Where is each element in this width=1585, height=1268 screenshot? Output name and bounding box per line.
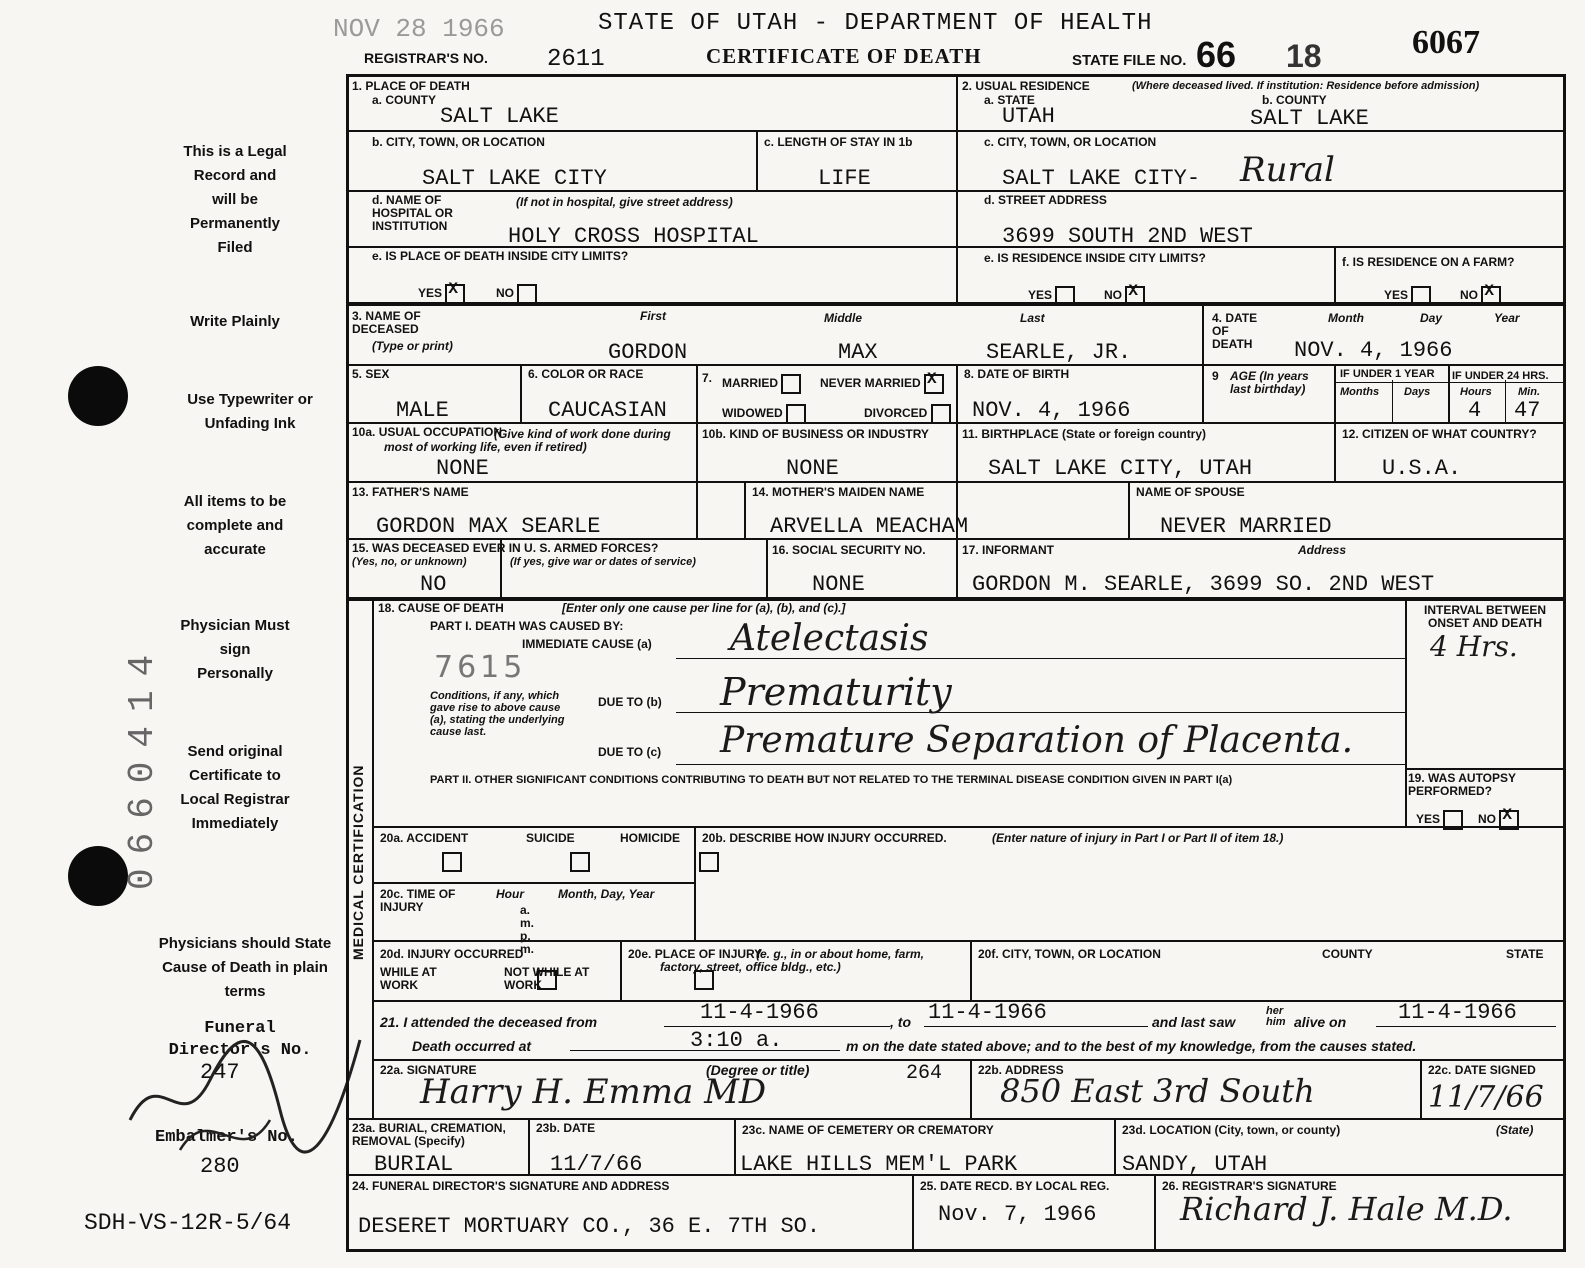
legal-record-note: This is a Legal Record and will be Permanently Filed [183, 143, 287, 256]
yes-label: YES [1028, 286, 1075, 306]
citizen-label: 12. CITIZEN OF WHAT COUNTRY? [1342, 427, 1537, 441]
date-received-label: 25. DATE RECD. BY LOCAL REG. [920, 1179, 1110, 1193]
physician-signature: Harry H. Emma MD [420, 1072, 767, 1112]
spouse-name: NEVER MARRIED [1160, 514, 1332, 539]
no-label: NO X [1478, 810, 1519, 830]
hospital-label: d. NAME OF HOSPITAL OR INSTITUTION [372, 193, 453, 233]
typewriter-note: Use Typewriter or Unfading Ink [187, 391, 313, 432]
cause-hint: [Enter only one cause per line for (a), (b), and (c).] [562, 601, 846, 615]
ssn: NONE [812, 572, 865, 597]
to-label: , to [890, 1014, 911, 1030]
immediate-cause-label: IMMEDIATE CAUSE (a) [522, 637, 652, 651]
send-original-note: Send original Certificate to Local Registrar Immediately [180, 743, 290, 832]
death-city-label: b. CITY, TOWN, OR LOCATION [372, 135, 545, 149]
place-of-death-label: 1. PLACE OF DEATH [352, 79, 470, 93]
usual-residence-hint: (Where deceased lived. If institution: Residence before admission) [1132, 80, 1480, 92]
disposition: BURIAL [374, 1152, 454, 1177]
first-name-label: First [640, 309, 667, 323]
funeral-director-signature-label: 24. FUNERAL DIRECTOR'S SIGNATURE AND ADDRESS [352, 1179, 670, 1193]
embalmer-number: 280 [200, 1154, 240, 1179]
state-file-number: 6067 [1412, 24, 1480, 61]
days-label: Days [1404, 386, 1431, 398]
widowed-option: WIDOWED [722, 404, 806, 424]
date-of-death-label: 4. DATE OF DEATH [1212, 311, 1258, 351]
form-code: SDH-VS-12R-5/64 [84, 1210, 292, 1236]
race: CAUCASIAN [548, 398, 667, 423]
date-received: Nov. 7, 1966 [938, 1202, 1097, 1227]
age-hours: 4 [1468, 398, 1482, 423]
occupation-label: 10a. USUAL OCCUPATION [352, 425, 503, 439]
punch-hole [68, 846, 128, 906]
embalmer-label: Embalmer's No. [155, 1128, 298, 1147]
attended-label: 21. I attended the deceased from [380, 1014, 598, 1030]
all-items-note: All items to be complete and accurate [183, 493, 287, 558]
cause-c: Premature Separation of Placenta. [720, 720, 1354, 761]
part-two-label: PART II. OTHER SIGNIFICANT CONDITIONS CONTRIBUTING TO DEATH BUT NOT RELATED TO THE TERMINAL DISEASE CONDITION GIVEN IN PART I(a) [430, 774, 1233, 786]
business: NONE [786, 456, 839, 481]
armed-forces-service-hint: (If yes, give war or dates of service) [510, 556, 696, 568]
state-file-year: 66 [1196, 34, 1237, 75]
state-file-label: STATE FILE NO. [1072, 52, 1187, 69]
month-label: Month [1328, 311, 1364, 325]
injury-city-label: 20f. CITY, TOWN, OR LOCATION [978, 947, 1161, 961]
describe-injury-label: 20b. DESCRIBE HOW INJURY OCCURRED. [702, 831, 947, 845]
residence-city: SALT LAKE CITY- [1002, 166, 1201, 191]
age-number: 9 [1212, 369, 1219, 383]
never-married-checkbox[interactable] [924, 374, 944, 394]
physician-address-label: 22b. ADDRESS [978, 1063, 1064, 1077]
homicide-label: HOMICIDE [620, 831, 680, 845]
spouse-label: NAME OF SPOUSE [1136, 485, 1245, 499]
part-one-label: PART I. DEATH WAS CAUSED BY: [430, 619, 624, 633]
death-time: 3:10 a. [690, 1028, 783, 1053]
time-of-injury-label: 20c. TIME OF INJURY [380, 887, 456, 914]
month-day-year-label: Month, Day, Year [558, 887, 655, 901]
yes-label: YES [1416, 810, 1463, 830]
yes-checkbox[interactable] [1443, 810, 1463, 830]
residence-state: UTAH [1002, 104, 1055, 129]
date-of-birth: NOV. 4, 1966 [972, 398, 1131, 423]
residence-inside-label: e. IS RESIDENCE INSIDE CITY LIMITS? [984, 251, 1206, 265]
attended-to: 11-4-1966 [928, 1000, 1047, 1025]
sex: MALE [396, 398, 449, 423]
middle-name-label: Middle [824, 311, 862, 325]
due-to-b-label: DUE TO (b) [598, 695, 662, 709]
registrar-number: 2611 [547, 46, 605, 73]
describe-injury-hint: (Enter nature of injury in Part I or Part II of item 18.) [992, 831, 1284, 845]
cause-code: 7615 [434, 650, 527, 685]
months-label: Months [1340, 386, 1380, 398]
funeral-director-address: DESERET MORTUARY CO., 36 E. 7TH SO. [358, 1214, 821, 1239]
death-county-label: a. COUNTY [372, 93, 437, 107]
occupation: NONE [436, 456, 489, 481]
cause-of-death-label: 18. CAUSE OF DEATH [378, 601, 504, 615]
birthplace: SALT LAKE CITY, UTAH [988, 456, 1253, 481]
mother-label: 14. MOTHER'S MAIDEN NAME [752, 485, 925, 499]
signature-label: 22a. SIGNATURE [380, 1063, 477, 1077]
residence-state-label: a. STATE [984, 93, 1035, 107]
last-name-label: Last [1020, 311, 1045, 325]
registrar-signature-label: 26. REGISTRAR'S SIGNATURE [1162, 1179, 1337, 1193]
married-option: MARRIED [722, 374, 801, 394]
divorced-checkbox[interactable] [931, 404, 951, 424]
no-checkbox[interactable] [1499, 810, 1519, 830]
mother-name: ARVELLA MEACHAM [770, 514, 969, 539]
race-label: 6. COLOR OR RACE [528, 367, 644, 381]
conditions-hint: Conditions, if any, which gave rise to above cause (a), stating the underlying cause last. [430, 690, 565, 738]
injury-county-label: COUNTY [1322, 947, 1373, 961]
marital-number: 7. [702, 371, 713, 385]
informant-address-label: Address [1298, 543, 1347, 557]
no-checkbox[interactable] [1125, 286, 1145, 306]
citizen: U.S.A. [1382, 456, 1462, 481]
vertical-file-number: 0660414 [122, 640, 163, 890]
physician-address: 850 East 3rd South [1000, 1072, 1315, 1110]
year-label: Year [1494, 311, 1520, 325]
last-name: SEARLE, JR. [986, 340, 1132, 365]
widowed-checkbox[interactable] [786, 404, 806, 424]
armed-forces: NO [420, 572, 447, 597]
disposition-label: 23a. BURIAL, CREMATION, REMOVAL (Specify) [352, 1121, 506, 1148]
burial-location-label: 23d. LOCATION (City, town, or county) [1122, 1123, 1341, 1137]
never-married-option: NEVER MARRIED X [820, 374, 944, 394]
divorced-option: DIVORCED [864, 404, 951, 424]
business-label: 10b. KIND OF BUSINESS OR INDUSTRY [702, 427, 929, 441]
burial-date-label: 23b. DATE [536, 1121, 596, 1135]
father-label: 13. FATHER'S NAME [352, 485, 469, 499]
farm-label: f. IS RESIDENCE ON A FARM? [1342, 255, 1515, 269]
received-date-stamp: NOV 28 1966 [333, 14, 505, 44]
informant-label: 17. INFORMANT [962, 543, 1055, 557]
under-24-hours-label: IF UNDER 24 HRS. [1452, 370, 1549, 382]
usual-residence-label: 2. USUAL RESIDENCE [962, 79, 1090, 93]
degree-label: (Degree or title) [706, 1062, 810, 1078]
accident-checkbox[interactable] [442, 852, 462, 872]
alive-on-date: 11-4-1966 [1398, 1000, 1517, 1025]
middle-name: MAX [838, 340, 878, 365]
no-label: NO [496, 284, 537, 304]
certification-statement: m on the date stated above; and to the best of my knowledge, from the causes stated. [846, 1038, 1417, 1054]
age-minutes: 47 [1514, 398, 1541, 423]
certificate-title: CERTIFICATE OF DEATH [706, 44, 982, 68]
length-of-stay: LIFE [818, 166, 871, 191]
funeral-director-number: 247 [200, 1060, 240, 1085]
cause-b: Prematurity [720, 670, 952, 714]
under-1-year-label: IF UNDER 1 YEAR [1340, 368, 1435, 380]
date-signed-label: 22c. DATE SIGNED [1428, 1063, 1536, 1077]
injury-state-label: STATE [1506, 947, 1544, 961]
death-occurred-label: Death occurred at [412, 1038, 532, 1054]
first-name: GORDON [608, 340, 688, 365]
age-label: AGE (In years last birthday) [1230, 369, 1309, 396]
death-county: SALT LAKE [440, 104, 559, 129]
date-signed: 11/7/66 [1428, 1080, 1544, 1115]
autopsy-label: 19. WAS AUTOPSY PERFORMED? [1408, 771, 1516, 798]
department-heading: STATE OF UTAH - DEPARTMENT OF HEALTH [598, 10, 1153, 37]
physician-sign-note: Physician Must sign Personally [180, 617, 290, 682]
funeral-director-signature-scrawl [120, 1000, 380, 1200]
day-label: Day [1420, 311, 1443, 325]
hospital-hint: (If not in hospital, give street address) [516, 195, 733, 209]
suicide-checkbox[interactable] [570, 852, 590, 872]
registrar-number-label: REGISTRAR'S NO. [364, 50, 488, 66]
length-of-stay-label: c. LENGTH OF STAY IN 1b [764, 135, 913, 149]
armed-forces-label: 15. WAS DECEASED EVER IN U. S. ARMED FORCES? [352, 541, 659, 555]
hospital-name: HOLY CROSS HOSPITAL [508, 224, 759, 249]
homicide-checkbox[interactable] [699, 852, 719, 872]
not-at-work-label: NOT WHILE AT WORK [504, 965, 590, 992]
father-name: GORDON MAX SEARLE [376, 514, 601, 539]
residence-city-label: c. CITY, TOWN, OR LOCATION [984, 135, 1157, 149]
inside-city-limits-label: e. IS PLACE OF DEATH INSIDE CITY LIMITS? [372, 249, 629, 263]
interval: 4 Hrs. [1430, 630, 1518, 663]
no-checkbox[interactable] [517, 284, 537, 304]
medical-certification-label: MEDICAL CERTIFICATION [350, 764, 366, 960]
attended-from: 11-4-1966 [700, 1000, 819, 1025]
informant: GORDON M. SEARLE, 3699 SO. 2ND WEST [972, 572, 1435, 597]
am-pm-label: a. m. p. m. [520, 903, 535, 956]
hour-label: Hour [496, 887, 524, 901]
write-plainly-note: Write Plainly [190, 313, 280, 330]
last-saw-label: and last saw [1152, 1014, 1236, 1030]
physician-number: 264 [906, 1062, 943, 1085]
ssn-label: 16. SOCIAL SECURITY NO. [772, 543, 926, 557]
alive-on-label: alive on [1294, 1014, 1347, 1030]
yes-checkbox[interactable] [1411, 286, 1431, 306]
yes-label: YES [1384, 286, 1431, 306]
type-or-print-hint: (Type or print) [372, 339, 453, 353]
residence-county-label: b. COUNTY [1262, 93, 1327, 107]
hours-label: Hours [1460, 386, 1492, 398]
injury-occurred-label: 20d. INJURY OCCURRED [380, 947, 524, 961]
residence-county: SALT LAKE [1250, 106, 1369, 131]
date-of-death: NOV. 4, 1966 [1294, 338, 1453, 363]
place-of-injury-hint: (e. g., in or about home, farm, factory, street, office bldg., etc.) [660, 947, 925, 974]
birthplace-label: 11. BIRTHPLACE (State or foreign country) [962, 427, 1207, 441]
while-at-work-label: WHILE AT WORK [380, 965, 437, 992]
place-of-injury-label: 20e. PLACE OF INJURY [628, 947, 763, 961]
cause-a: Atelectasis [730, 618, 929, 659]
registrar-signature: Richard J. Hale M.D. [1180, 1190, 1513, 1228]
armed-forces-hint: (Yes, no, or unknown) [352, 556, 467, 568]
physicians-should-note: Physicians should State Cause of Death in plain terms [158, 935, 332, 1000]
death-city: SALT LAKE CITY [422, 166, 607, 191]
minutes-label: Min. [1518, 386, 1540, 398]
cemetery-label: 23c. NAME OF CEMETERY OR CREMATORY [742, 1123, 994, 1137]
date-of-birth-label: 8. DATE OF BIRTH [964, 367, 1070, 381]
cemetery: LAKE HILLS MEM'L PARK [740, 1152, 1018, 1177]
burial-state-label: (State) [1496, 1123, 1534, 1137]
burial-date: 11/7/66 [550, 1152, 643, 1177]
funeral-director-label: Funeral Director's No. [168, 1019, 312, 1060]
no-label: NO X [1104, 286, 1145, 306]
occupation-hint: (Give kind of work done during most of working life, even if retired) [384, 427, 671, 454]
street-address: 3699 SOUTH 2ND WEST [1002, 224, 1253, 249]
accident-label: 20a. ACCIDENT [380, 831, 469, 845]
interval-label: INTERVAL BETWEEN ONSET AND DEATH [1423, 603, 1546, 630]
state-file-mid: 18 [1286, 38, 1322, 74]
yes-checkbox[interactable] [445, 284, 465, 304]
deceased-name-label: 3. NAME OF DECEASED [352, 309, 421, 336]
yes-checkbox[interactable] [1055, 286, 1075, 306]
sex-label: 5. SEX [352, 367, 390, 381]
punch-hole [68, 366, 128, 426]
burial-location: SANDY, UTAH [1122, 1152, 1268, 1177]
her-him-label: her him [1266, 1005, 1286, 1028]
no-label: NO X [1460, 286, 1501, 306]
street-address-label: d. STREET ADDRESS [984, 193, 1107, 207]
yes-label: YES X [418, 284, 465, 304]
suicide-label: SUICIDE [526, 831, 575, 845]
no-checkbox[interactable] [1481, 286, 1501, 306]
residence-city-handwritten: Rural [1240, 150, 1335, 190]
due-to-c-label: DUE TO (c) [598, 745, 662, 759]
married-checkbox[interactable] [781, 374, 801, 394]
